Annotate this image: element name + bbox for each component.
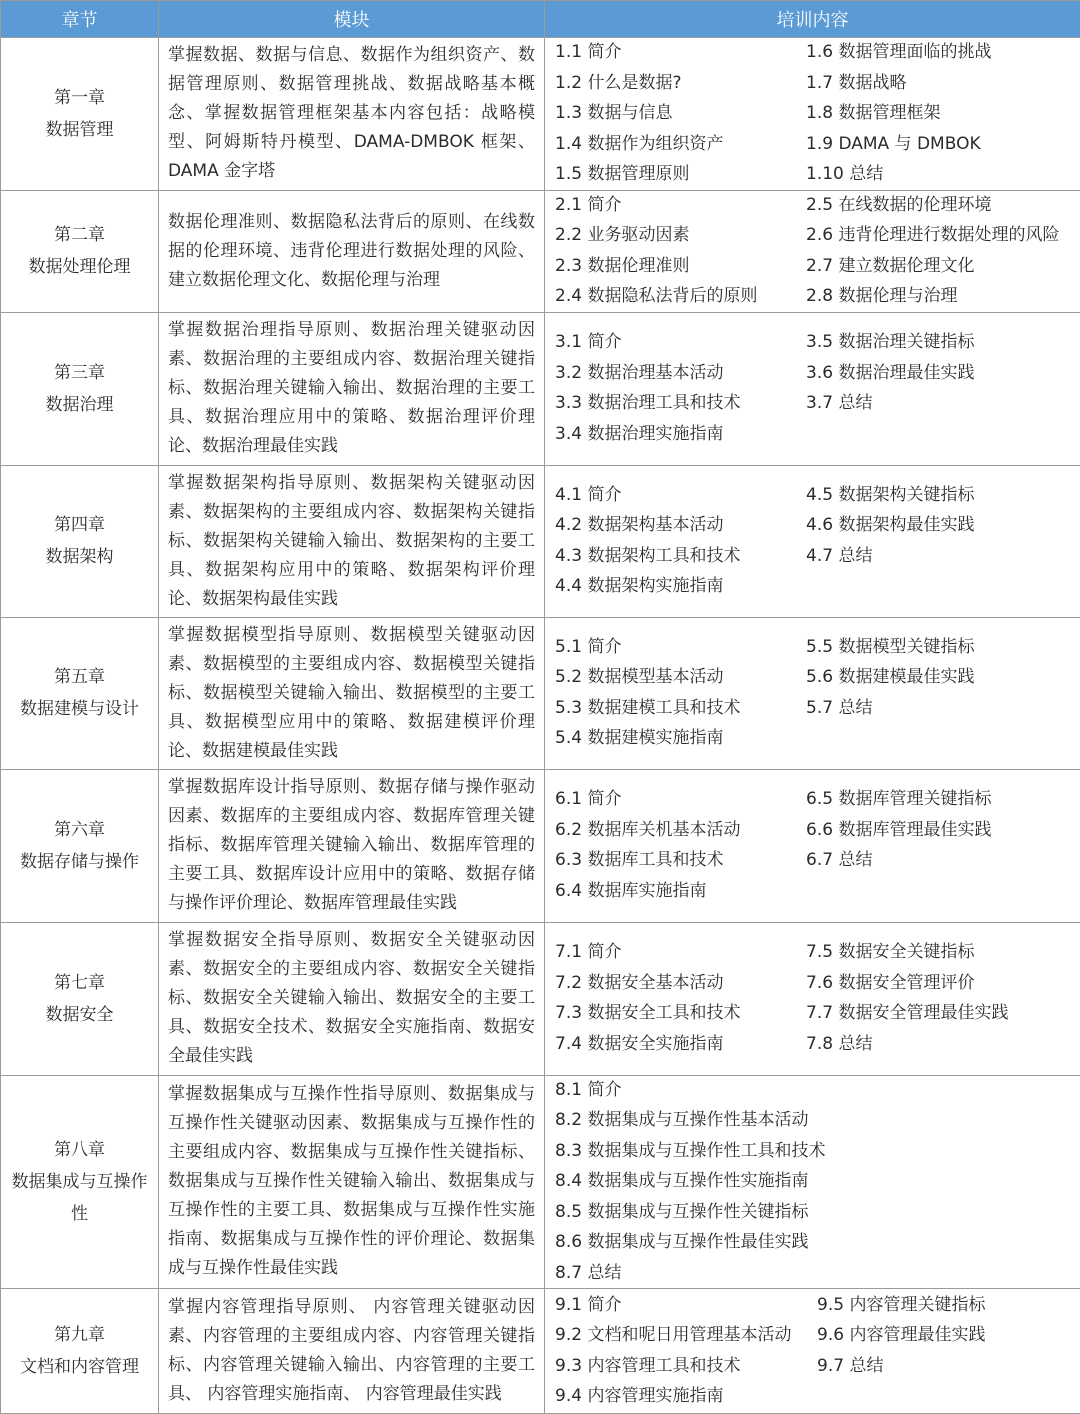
topic-item: 9.6 内容管理最佳实践	[817, 1321, 1070, 1351]
topic-item: 1.3 数据与信息	[555, 99, 806, 129]
topic-item: 9.7 总结	[817, 1352, 1070, 1382]
chapter-title: 数据集成与互操作性	[5, 1166, 154, 1230]
topic-item: 5.6 数据建模最佳实践	[806, 663, 1070, 693]
module-cell: 掌握数据安全指导原则、数据安全关键驱动因素、数据安全的主要组成内容、数据安全关键指标、数据安全关键输入输出、数据安全的主要工具、数据安全技术、数据安全实施指南、数据安全最佳实践	[159, 922, 545, 1075]
topic-item: 6.6 数据库管理最佳实践	[806, 816, 1070, 846]
topic-item: 5.7 总结	[806, 694, 1070, 724]
topic-item: 2.8 数据伦理与治理	[806, 282, 1070, 312]
module-cell: 数据伦理准则、数据隐私法背后的原则、在线数据的伦理环境、违背伦理进行数据处理的风险、建立数据伦理文化、数据伦理与治理	[159, 190, 545, 312]
topic-item: 4.6 数据架构最佳实践	[806, 511, 1070, 541]
topic-item: 2.3 数据伦理准则	[555, 252, 806, 282]
module-cell: 掌握数据、数据与信息、数据作为组织资产、数据管理原则、数据管理挑战、数据战略基本概念、掌握数据管理框架基本内容包括：战略模型、阿姆斯特丹模型、DAMA-DMBOK 框架、DAMA 金字塔	[159, 38, 545, 191]
topic-item: 9.4 内容管理实施指南	[555, 1382, 817, 1412]
topic-item: 8.2 数据集成与互操作性基本活动	[555, 1106, 1070, 1136]
header-row	[1, 1, 1080, 38]
topic-item: 8.4 数据集成与互操作性实施指南	[555, 1167, 1070, 1197]
topic-item: 3.3 数据治理工具和技术	[555, 389, 806, 419]
chapter-cell	[1, 190, 159, 312]
table-row	[1, 1075, 1080, 1289]
chapter-cell	[1, 312, 159, 465]
chapter-title: 数据安全	[5, 999, 154, 1031]
topic-item: 7.7 数据安全管理最佳实践	[806, 999, 1070, 1029]
topic-item: 5.3 数据建模工具和技术	[555, 694, 806, 724]
topic-item: 6.5 数据库管理关键指标	[806, 785, 1070, 815]
topics-cell	[545, 769, 1080, 922]
topic-item: 3.7 总结	[806, 389, 1070, 419]
topic-item: 6.1 简介	[555, 785, 806, 815]
table-row	[1, 769, 1080, 922]
module-cell: 掌握数据库设计指导原则、数据存储与操作驱动因素、数据库的主要组成内容、数据库管理关键指标、数据库管理关键输入输出、数据库管理的主要工具、数据库设计应用中的策略、数据存储与操作评价理论、数据库管理最佳实践	[159, 769, 545, 922]
topic-item: 1.7 数据战略	[806, 69, 1070, 99]
topics-cell	[545, 617, 1080, 769]
topics-cell	[545, 38, 1080, 191]
header-module: 模块	[159, 1, 545, 38]
topic-item: 6.7 总结	[806, 846, 1070, 876]
topic-item: 4.2 数据架构基本活动	[555, 511, 806, 541]
module-cell: 掌握内容管理指导原则、 内容管理关键驱动因素、内容管理的主要组成内容、内容管理关键指标、内容管理关键输入输出、内容管理的主要工具、 内容管理实施指南、 内容管理最佳实践	[159, 1289, 545, 1414]
topic-item: 1.5 数据管理原则	[555, 160, 806, 190]
topic-item: 6.2 数据库关机基本活动	[555, 816, 806, 846]
topic-item: 1.4 数据作为组织资产	[555, 130, 806, 160]
topic-item: 8.7 总结	[555, 1259, 1070, 1289]
topic-item: 8.3 数据集成与互操作性工具和技术	[555, 1137, 1070, 1167]
chapter-title: 数据治理	[5, 389, 154, 421]
topic-item: 7.5 数据安全关键指标	[806, 938, 1070, 968]
chapter-cell	[1, 38, 159, 191]
topic-item: 5.1 简介	[555, 633, 806, 663]
topic-item: 1.8 数据管理框架	[806, 99, 1070, 129]
chapter-title: 数据建模与设计	[5, 693, 154, 725]
topic-item: 2.6 违背伦理进行数据处理的风险	[806, 221, 1070, 251]
topics-cell	[545, 312, 1080, 465]
chapter-title: 数据架构	[5, 541, 154, 573]
topic-item: 1.9 DAMA 与 DMBOK	[806, 130, 1070, 160]
table-row	[1, 922, 1080, 1075]
chapter-number: 第二章	[5, 219, 154, 251]
header-chapter: 章节	[1, 1, 159, 38]
topic-item: 3.4 数据治理实施指南	[555, 420, 806, 450]
topic-item: 2.7 建立数据伦理文化	[806, 252, 1070, 282]
topic-item: 8.6 数据集成与互操作性最佳实践	[555, 1228, 1070, 1258]
topic-item: 7.4 数据安全实施指南	[555, 1030, 806, 1060]
topic-item: 2.5 在线数据的伦理环境	[806, 191, 1070, 221]
topics-cell	[545, 1075, 1080, 1289]
topics-cell	[545, 922, 1080, 1075]
topic-item: 4.3 数据架构工具和技术	[555, 542, 806, 572]
chapter-title: 数据存储与操作	[5, 846, 154, 878]
chapter-cell	[1, 617, 159, 769]
topic-item: 7.3 数据安全工具和技术	[555, 999, 806, 1029]
module-cell: 掌握数据模型指导原则、数据模型关键驱动因素、数据模型的主要组成内容、数据模型关键指标、数据模型关键输入输出、数据模型的主要工具、数据模型应用中的策略、数据建模评价理论、数据建模最佳实践	[159, 617, 545, 769]
chapter-cell	[1, 1289, 159, 1414]
table-row	[1, 190, 1080, 312]
table-row	[1, 465, 1080, 617]
chapter-cell	[1, 922, 159, 1075]
topic-item: 1.10 总结	[806, 160, 1070, 190]
topic-item: 9.1 简介	[555, 1291, 817, 1321]
chapter-number: 第三章	[5, 357, 154, 389]
topic-item: 4.4 数据架构实施指南	[555, 572, 806, 602]
table-row	[1, 1289, 1080, 1414]
chapter-number: 第五章	[5, 661, 154, 693]
module-cell: 掌握数据集成与互操作性指导原则、数据集成与互操作性关键驱动因素、数据集成与互操作性的主要组成内容、数据集成与互操作性关键指标、数据集成与互操作性关键输入输出、数据集成与互操作性的主要工具、数据集成与互操作性实施指南、数据集成与互操作性的评价理论、数据集成与互操作性最佳实践	[159, 1075, 545, 1289]
chapter-cell	[1, 769, 159, 922]
topic-item: 1.6 数据管理面临的挑战	[806, 38, 1070, 68]
topic-item: 2.4 数据隐私法背后的原则	[555, 282, 806, 312]
topic-item: 9.2 文档和呢日用管理基本活动	[555, 1321, 817, 1351]
topics-cell	[545, 1289, 1080, 1414]
chapter-number: 第九章	[5, 1319, 154, 1351]
chapter-number: 第八章	[5, 1134, 154, 1166]
topic-item: 1.1 简介	[555, 38, 806, 68]
chapter-number: 第四章	[5, 509, 154, 541]
table-row	[1, 617, 1080, 769]
topic-item: 6.3 数据库工具和技术	[555, 846, 806, 876]
topic-item: 1.2 什么是数据?	[555, 69, 806, 99]
topic-item: 6.4 数据库实施指南	[555, 877, 806, 907]
table-row	[1, 312, 1080, 465]
topic-item: 3.5 数据治理关键指标	[806, 328, 1070, 358]
topic-item: 4.1 简介	[555, 481, 806, 511]
chapter-title: 数据处理伦理	[5, 251, 154, 283]
chapter-number: 第六章	[5, 814, 154, 846]
topic-item: 4.7 总结	[806, 542, 1070, 572]
chapter-title: 文档和内容管理	[5, 1351, 154, 1383]
chapter-number: 第七章	[5, 967, 154, 999]
topic-item: 3.1 简介	[555, 328, 806, 358]
topic-item: 7.6 数据安全管理评价	[806, 969, 1070, 999]
module-cell: 掌握数据架构指导原则、数据架构关键驱动因素、数据架构的主要组成内容、数据架构关键指标、数据架构关键输入输出、数据架构的主要工具、数据架构应用中的策略、数据架构评价理论、数据架构最佳实践	[159, 465, 545, 617]
chapter-cell	[1, 1075, 159, 1289]
topic-item: 2.2 业务驱动因素	[555, 221, 806, 251]
chapter-title: 数据管理	[5, 114, 154, 146]
topic-item: 7.1 简介	[555, 938, 806, 968]
header-content: 培训内容	[545, 1, 1080, 38]
topics-cell	[545, 190, 1080, 312]
chapter-cell	[1, 465, 159, 617]
topic-item: 8.1 简介	[555, 1076, 1070, 1106]
topic-item: 5.2 数据模型基本活动	[555, 663, 806, 693]
topic-item: 7.2 数据安全基本活动	[555, 969, 806, 999]
topic-item: 4.5 数据架构关键指标	[806, 481, 1070, 511]
topic-item: 5.4 数据建模实施指南	[555, 724, 806, 754]
topic-item: 3.6 数据治理最佳实践	[806, 359, 1070, 389]
topic-item: 5.5 数据模型关键指标	[806, 633, 1070, 663]
topic-item: 3.2 数据治理基本活动	[555, 359, 806, 389]
topic-item: 9.3 内容管理工具和技术	[555, 1352, 817, 1382]
topic-item: 9.5 内容管理关键指标	[817, 1291, 1070, 1321]
topics-cell	[545, 465, 1080, 617]
topic-item: 8.5 数据集成与互操作性关键指标	[555, 1198, 1070, 1228]
chapter-number: 第一章	[5, 82, 154, 114]
module-cell: 掌握数据治理指导原则、数据治理关键驱动因素、数据治理的主要组成内容、数据治理关键指标、数据治理关键输入输出、数据治理的主要工具、数据治理应用中的策略、数据治理评价理论、数据治理最佳实践	[159, 312, 545, 465]
topic-item: 7.8 总结	[806, 1030, 1070, 1060]
table-row	[1, 38, 1080, 191]
topic-item: 2.1 简介	[555, 191, 806, 221]
